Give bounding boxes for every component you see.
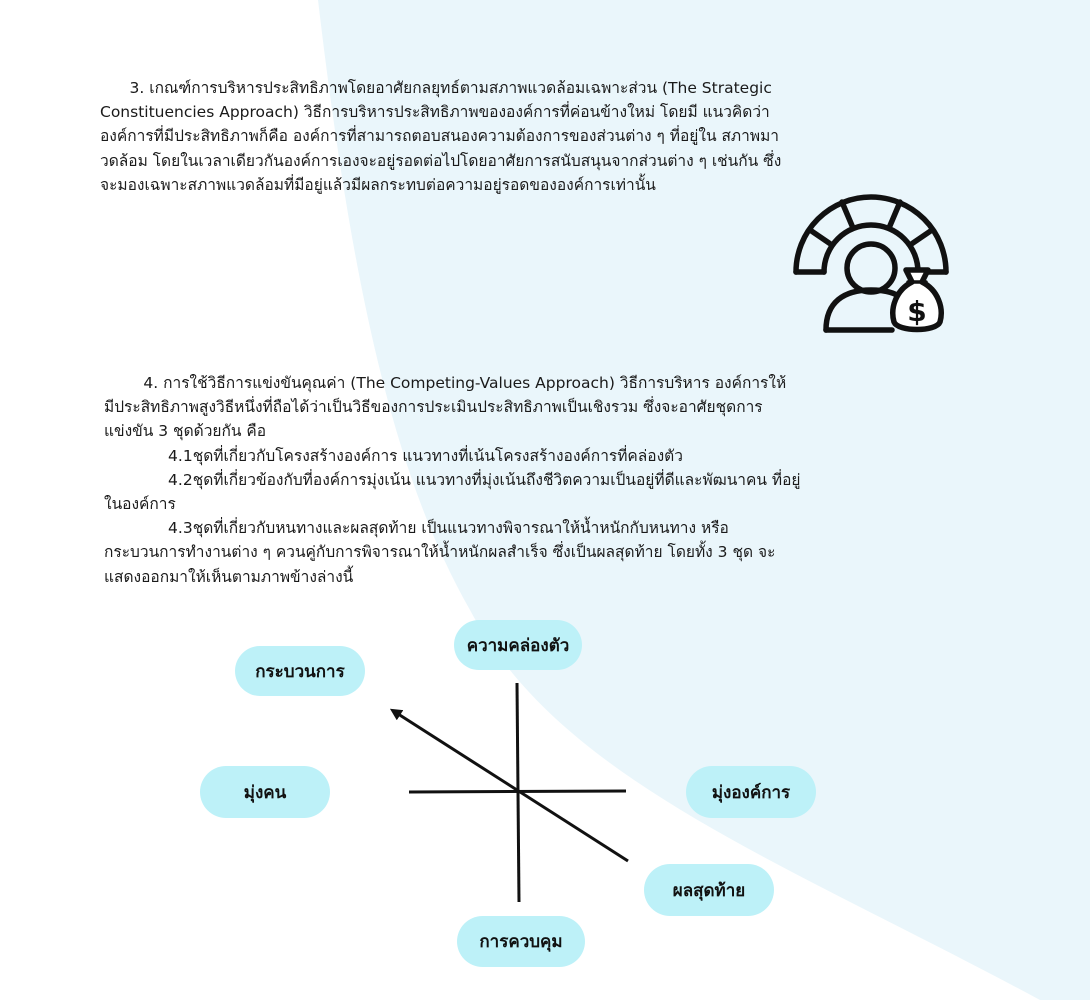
text-line: Constituencies Approach) วิธีการบริหารประสิทธิภาพขององค์การที่ค่อนข้างใหม่ โดยมี แนวคิดว่า (100, 103, 770, 122)
text-line: 4.3ชุดที่เกี่ยวกับหนทางและผลสุดท้าย เป็นแนวทางพิจารณาให้น้ำหนักกับหนทาง หรือ (104, 519, 729, 538)
text-line: ในองค์การ (104, 495, 176, 514)
text-line: จะมองเฉพาะสภาพแวดล้อมที่มีอยู่แล้วมีผลกระทบต่อความอยู่รอดขององค์การเท่านั้น (100, 175, 656, 194)
label-flexibility: ความคล่องตัว (454, 620, 582, 670)
label-people-focus: มุ่งคน (200, 766, 330, 818)
text-line: 4.1ชุดที่เกี่ยวกับโครงสร้างองค์การ แนวทางที่เน้นโครงสร้างองค์การที่คล่องตัว (104, 446, 683, 465)
text-line: 4.2ชุดที่เกี่ยวข้องกับที่องค์การมุ่งเน้น แนวทางที่มุ่งเน้นถึงชีวิตความเป็นอยู่ที่ดีและพัฒนาคน ที่อยู่ (104, 470, 801, 489)
label-control: การควบคุม (457, 916, 585, 967)
diagonal-arrow (395, 712, 628, 861)
label-end-result: ผลสุดท้าย (644, 864, 774, 916)
label-organization-focus: มุ่งองค์การ (686, 766, 816, 818)
label-process: กระบวนการ (235, 646, 365, 696)
text-line: มีประสิทธิภาพสูงวิธีหนึ่งที่ถือได้ว่าเป็นวิธีของการประเมินประสิทธิภาพเป็นเชิงรวม ซึ่งจะอาศัยชุดการ (104, 398, 763, 417)
text-line: 4. การใช้วิธีการแข่งขันคุณค่า (The Competing-Values Approach) วิธีการบริหาร องค์การให้ (104, 374, 787, 392)
svg-text:$: $ (907, 295, 927, 328)
text-line: องค์การที่มีประสิทธิภาพก็คือ องค์การที่สามารถตอบสนองความต้องการของส่วนต่าง ๆ ที่อยู่ใน สภาพมา (100, 127, 779, 146)
text-line: แข่งขัน 3 ชุดด้วยกัน คือ (104, 422, 267, 441)
text-line: กระบวนการทำงานต่าง ๆ ควนคู่กับการพิจารณาให้น้ำหนักผลสำเร็จ ซึ่งเป็นผลสุดท้าย โดยทั้ง 3 ชุด จะ (104, 543, 776, 562)
text-line: 3. เกณฑ์การบริหารประสิทธิภาพโดยอาศัยกลยุทธ์ตามสภาพแวดล้อมเฉพาะส่วน (The Strategic (100, 79, 772, 97)
text-line: แสดงออกมาให้เห็นตามภาพข้างล่างนี้ (104, 567, 354, 586)
text-line: วดล้อม โดยในเวลาเดียวกันองค์การเองจะอยู่รอดต่อไปโดยอาศัยการสนับสนุนจากส่วนต่าง ๆ เช่นกัน ซึ่ง (100, 151, 782, 170)
